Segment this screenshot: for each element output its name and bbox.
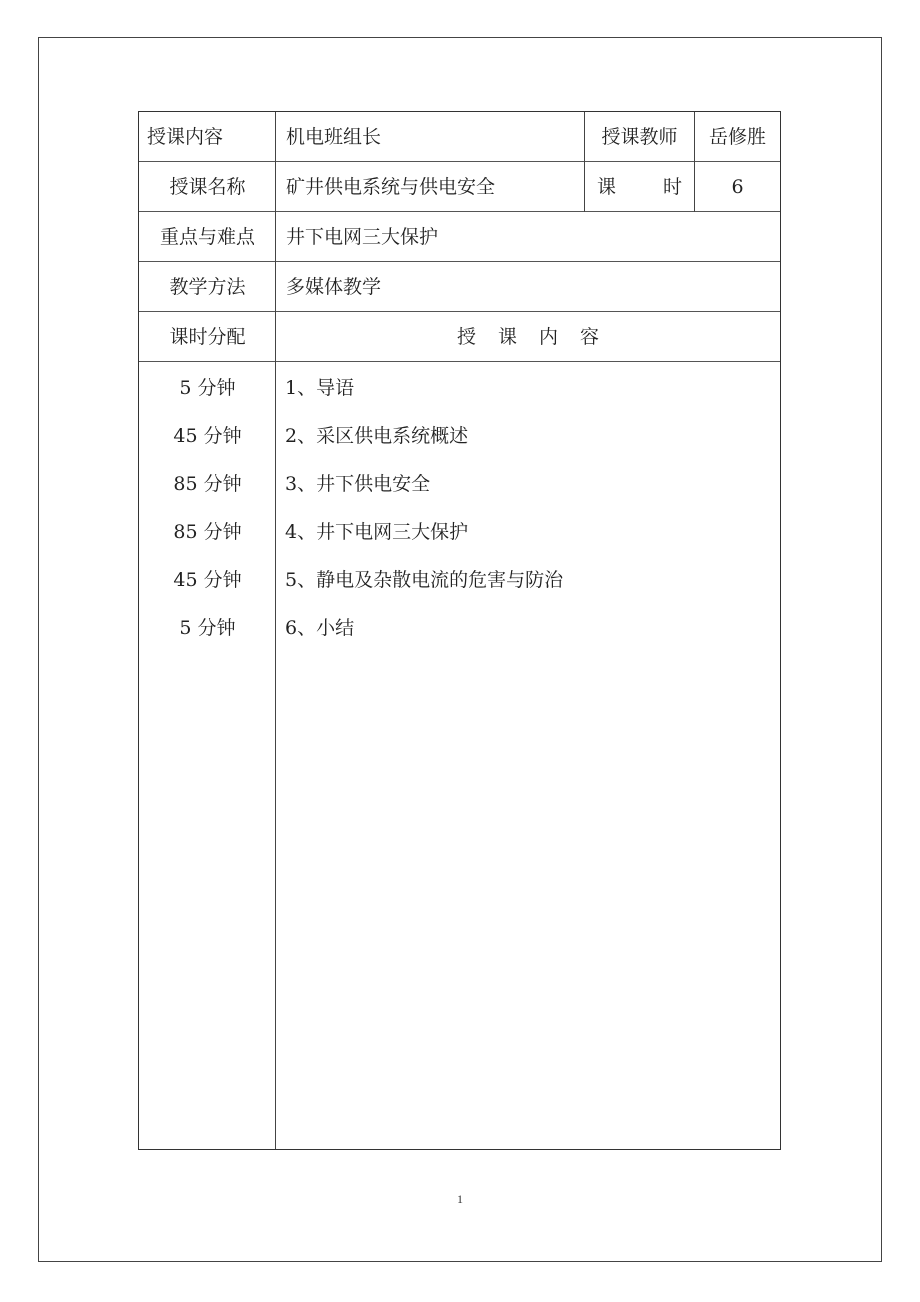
teaching-method-label: 教学方法 (169, 275, 246, 298)
schedule-time: 5 分钟 (179, 616, 236, 639)
class-hours-label (585, 162, 694, 212)
schedule-row (139, 362, 780, 410)
schedule-item: 4、井下电网三大保护 (285, 520, 469, 543)
schedule-row (139, 506, 780, 554)
schedule-time: 85 分钟 (173, 472, 242, 495)
course-content-label: 授课内容 (147, 125, 224, 148)
schedule-item: 2、采区供电系统概述 (285, 424, 469, 447)
class-hours-value: 6 (731, 175, 744, 198)
page-number: 1 (457, 1192, 463, 1206)
time-allocation-header: 课时分配 (169, 325, 246, 348)
schedule-time: 5 分钟 (179, 376, 236, 399)
teaching-content-header (276, 312, 780, 362)
schedule-row (139, 554, 780, 602)
class-hours-label-left: 课 (597, 175, 617, 198)
teaching-content-header-text: 授课内容 (456, 325, 621, 348)
schedule-time: 45 分钟 (173, 568, 242, 591)
class-hours-label-right: 时 (662, 175, 682, 198)
key-points-label: 重点与难点 (159, 225, 255, 248)
schedule-row (139, 458, 780, 506)
teaching-method-value: 多媒体教学 (286, 275, 382, 298)
key-points-value: 井下电网三大保护 (286, 225, 439, 248)
teacher-label: 授课教师 (601, 125, 678, 148)
schedule-time: 45 分钟 (173, 424, 242, 447)
teacher-name: 岳修胜 (708, 125, 766, 148)
schedule-row (139, 410, 780, 458)
schedule-item: 1、导语 (285, 376, 355, 399)
schedule-item: 6、小结 (285, 616, 355, 639)
schedule-item: 5、静电及杂散电流的危害与防治 (285, 568, 564, 591)
schedule-time: 85 分钟 (173, 520, 242, 543)
lesson-plan-table (138, 111, 781, 1150)
schedule-row (139, 602, 780, 650)
course-name-label: 授课名称 (169, 175, 246, 198)
course-name-value: 矿井供电系统与供电安全 (286, 175, 496, 198)
course-content-value: 机电班组长 (286, 125, 382, 148)
schedule-item: 3、井下供电安全 (285, 472, 431, 495)
